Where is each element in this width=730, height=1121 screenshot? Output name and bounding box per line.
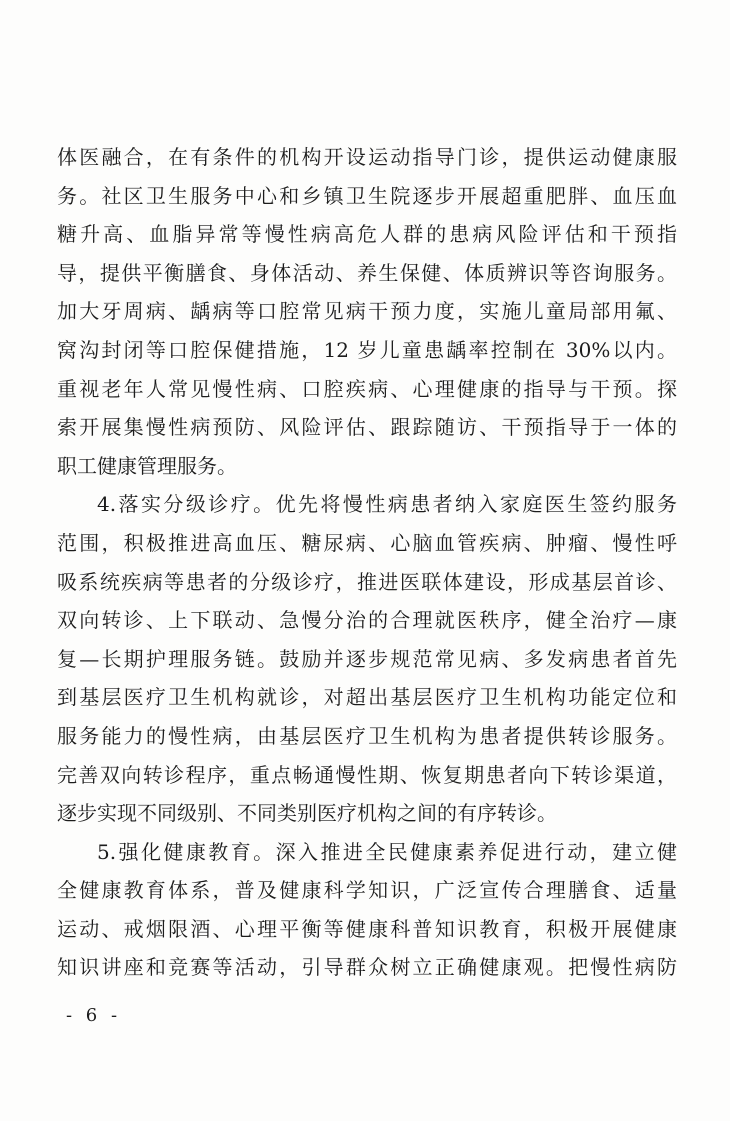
text-line: 运动、戒烟限酒、心理平衡等健康科普知识教育，积极开展健康 [57, 916, 677, 941]
text-line: 加大牙周病、龋病等口腔常见病干预力度，实施儿童局部用氟、 [57, 299, 677, 324]
text-line: 完善双向转诊程序，重点畅通慢性期、恢复期患者向下转诊渠道， [57, 762, 677, 787]
text-line: 服务能力的慢性病，由基层医疗卫生机构为患者提供转诊服务。 [57, 723, 677, 748]
text-line: 吸系统疾病等患者的分级诊疗，推进医联体建设，形成基层首诊、 [57, 569, 677, 594]
section-heading-line: 4.落实分级诊疗。优先将慢性病患者纳入家庭医生签约服务 [97, 492, 677, 517]
text-line: 重视老年人常见慢性病、口腔疾病、心理健康的指导与干预。探 [57, 376, 677, 401]
body-text [57, 138, 677, 987]
text-line: 导，提供平衡膳食、身体活动、养生保健、体质辨识等咨询服务。 [57, 260, 677, 285]
text-line: 复—长期护理服务链。鼓励并逐步规范常见病、多发病患者首先 [57, 646, 677, 671]
text-line: 到基层医疗卫生机构就诊，对超出基层医疗卫生机构功能定位和 [57, 685, 677, 710]
text-line: 双向转诊、上下联动、急慢分治的合理就医秩序，健全治疗—康 [57, 608, 677, 633]
text-line: 务。社区卫生服务中心和乡镇卫生院逐步开展超重肥胖、血压血 [57, 183, 677, 208]
section-heading-line: 5.强化健康教育。深入推进全民健康素养促进行动，建立健 [97, 839, 677, 864]
text-line: 索开展集慢性病预防、风险评估、跟踪随访、干预指导于一体的 [57, 415, 677, 440]
page-number: - 6 - [66, 1005, 122, 1026]
text-line: 范围，积极推进高血压、糖尿病、心脑血管疾病、肿瘤、慢性呼 [57, 530, 677, 555]
text-line: 全健康教育体系，普及健康科学知识，广泛宣传合理膳食、适量 [57, 878, 677, 903]
text-line: 体医融合，在有条件的机构开设运动指导门诊，提供运动健康服 [57, 145, 677, 169]
text-line: 糖升高、血脂异常等慢性病高危人群的患病风险评估和干预指 [57, 222, 677, 247]
text-line: 逐步实现不同级别、不同类别医疗机构之间的有序转诊。 [57, 801, 557, 826]
text-line: 窝沟封闭等口腔保健措施，12 岁儿童患龋率控制在 30%以内。 [57, 337, 677, 362]
text-line: 知识讲座和竞赛等活动，引导群众树立正确健康观。把慢性病防 [57, 955, 677, 980]
text-line: 职工健康管理服务。 [57, 453, 237, 478]
